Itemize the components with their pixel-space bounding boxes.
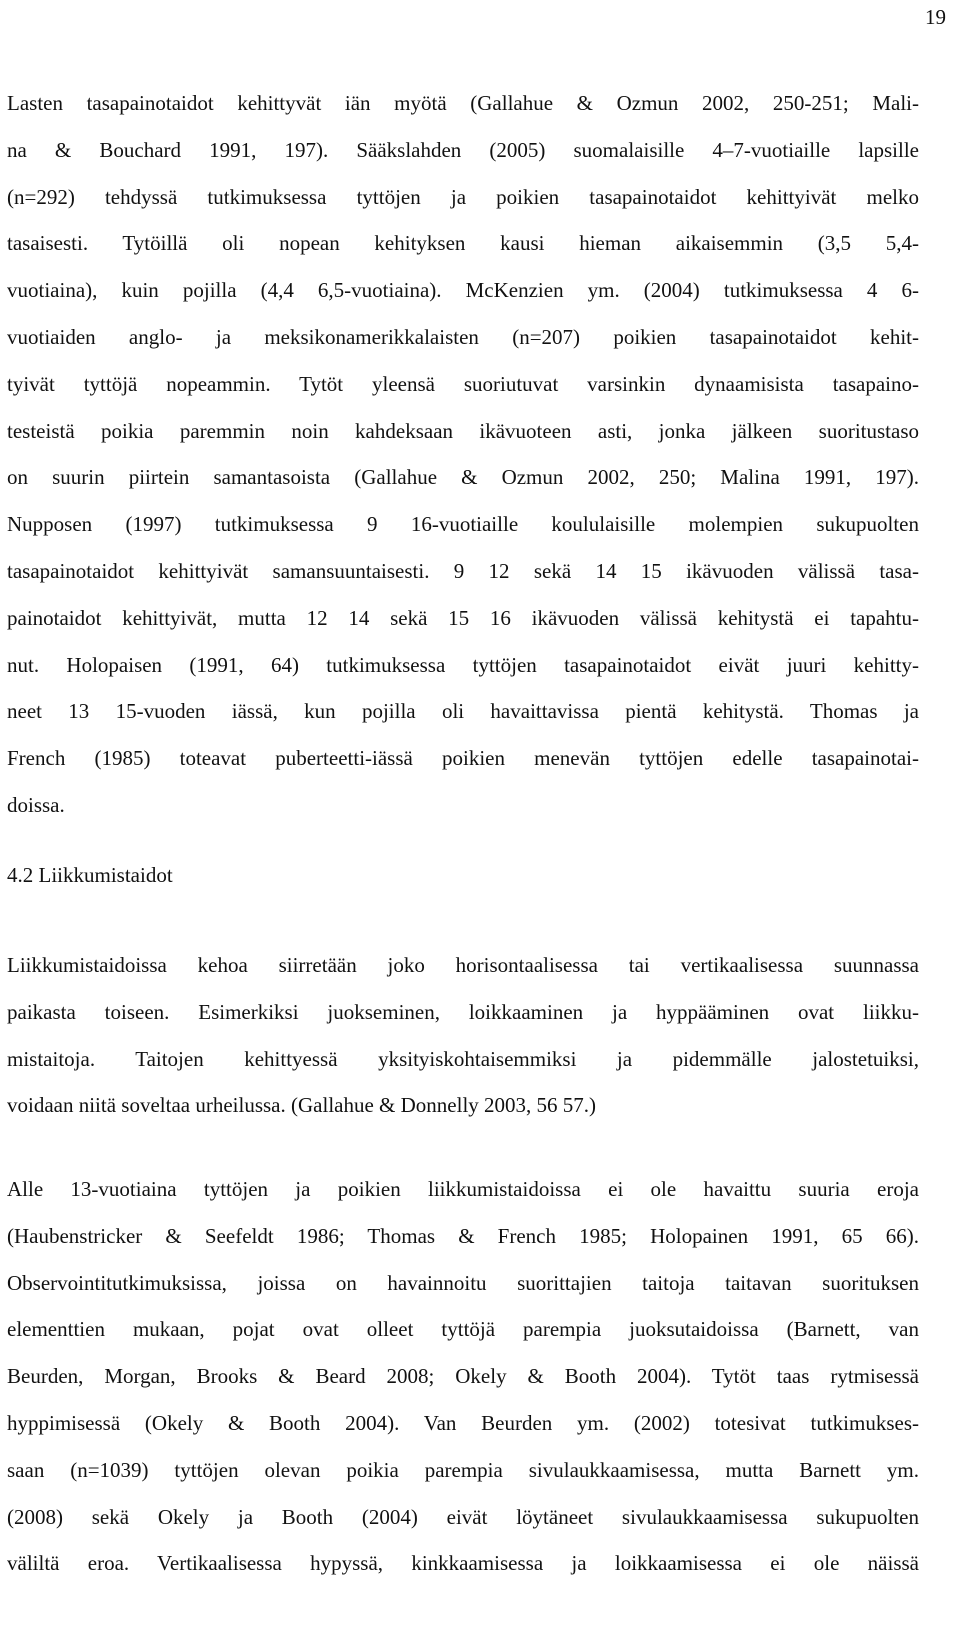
text-line: Liikkumistaidoissa kehoa siirretään joko horisontaalisessa tai vertikaalisessa suunnassa	[7, 953, 919, 977]
paragraph-balance-skills	[7, 80, 919, 829]
paragraph-locomotor-differences	[7, 1166, 919, 1587]
text-line: vuotiaina), kuin pojilla (4,4 6,5-vuotiaina). McKenzien ym. (2004) tutkimuksessa 4 6-	[7, 278, 919, 303]
text-line: tasaisesti. Tytöillä oli nopean kehityksen kausi hieman aikaisemmin (3,5 5,4-	[7, 231, 919, 256]
text-line: na & Bouchard 1991, 197). Sääkslahden (2005) suomalaisille 4–7-vuotiaille lapsille	[7, 137, 919, 162]
text-line: tasapainotaidot kehittyivät samansuuntaisesti. 9 12 sekä 14 15 ikävuoden välissä tasa-	[7, 558, 919, 583]
text-line: Alle 13-vuotiaina tyttöjen ja poikien liikkumistaidoissa ei ole havaittu suuria eroja	[7, 1177, 919, 1201]
text-line: Lasten tasapainotaidot kehittyvät iän myötä (Gallahue & Ozmun 2002, 250-251; Mali-	[7, 91, 919, 115]
text-line: paikasta toiseen. Esimerkiksi juokseminen, loikkaaminen ja hyppääminen ovat liikku-	[7, 999, 919, 1024]
text-line: doissa.	[7, 792, 65, 817]
paragraph-locomotor-intro	[7, 942, 919, 1129]
section-heading: 4.2 Liikkumistaidot	[7, 863, 173, 887]
text-line: nut. Holopaisen (1991, 64) tutkimuksessa tyttöjen tasapainotaidot eivät juuri kehitty-	[7, 652, 919, 677]
page-number: 19	[925, 5, 946, 29]
text-line: on suurin piirtein samantasoista (Gallahue & Ozmun 2002, 250; Malina 1991, 197).	[7, 465, 919, 490]
text-line: voidaan niitä soveltaa urheilussa. (Gallahue & Donnelly 2003, 56 57.)	[7, 1093, 597, 1118]
text-line: mistaitoja. Taitojen kehittyessä yksityiskohtaisemmiksi ja pidemmälle jalostetuiksi,	[7, 1046, 919, 1071]
text-line: tyivät tyttöjä nopeammin. Tytöt yleensä suoriutuvat varsinkin dynaamisista tasapaino-	[7, 371, 919, 396]
text-line: Nupposen (1997) tutkimuksessa 9 16-vuotiaille koululaisille molempien sukupuolten	[7, 512, 919, 537]
text-line: (2008) sekä Okely ja Booth (2004) eivät löytäneet sivulaukkaamisessa sukupuolten	[7, 1504, 919, 1529]
text-line: elementtien mukaan, pojat ovat olleet tyttöjä parempia juoksutaidoissa (Barnett, van	[7, 1317, 919, 1342]
text-line: testeistä poikia paremmin noin kahdeksaan ikävuoteen asti, jonka jälkeen suoritustaso	[7, 418, 919, 443]
text-line: French (1985) toteavat puberteetti-iässä poikien menevän tyttöjen edelle tasapainotai-	[7, 746, 919, 771]
text-line: Observointitutkimuksissa, joissa on havainnoitu suorittajien taitoja taitavan suorituksen	[7, 1270, 919, 1295]
text-line: (n=292) tehdyssä tutkimuksessa tyttöjen ja poikien tasapainotaidot kehittyivät melko	[7, 184, 919, 209]
text-line: (Haubenstricker & Seefeldt 1986; Thomas & French 1985; Holopainen 1991, 65 66).	[7, 1223, 919, 1248]
text-line: väliltä eroa. Vertikaalisessa hypyssä, kinkkaamisessa ja loikkaamisessa ei ole näissä	[7, 1551, 919, 1576]
text-line: vuotiaiden anglo- ja meksikonamerikkalaisten (n=207) poikien tasapainotaidot kehit-	[7, 324, 919, 349]
text-line: painotaidot kehittyivät, mutta 12 14 sekä 15 16 ikävuoden välissä kehitystä ei tapahtu-	[7, 605, 919, 630]
text-line: saan (n=1039) tyttöjen olevan poikia parempia sivulaukkaamisessa, mutta Barnett ym.	[7, 1457, 919, 1482]
text-line: Beurden, Morgan, Brooks & Beard 2008; Okely & Booth 2004). Tytöt taas rytmisessä	[7, 1364, 919, 1389]
text-line: hyppimisessä (Okely & Booth 2004). Van Beurden ym. (2002) totesivat tutkimukses-	[7, 1410, 919, 1435]
text-line: neet 13 15-vuoden iässä, kun pojilla oli havaittavissa pientä kehitystä. Thomas ja	[7, 699, 919, 724]
